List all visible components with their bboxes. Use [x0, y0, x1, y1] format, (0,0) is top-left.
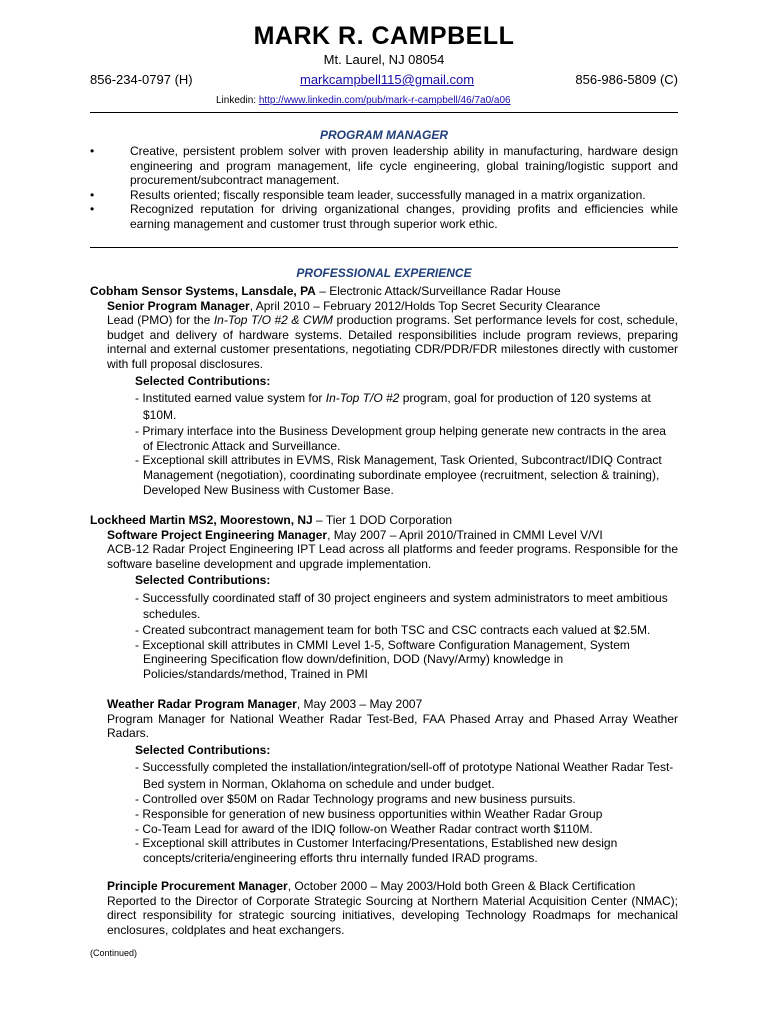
summary-bullet	[90, 144, 678, 188]
lockheed-role3-desc: , October 2000 – May 2003/Hold both Green & Black Certification	[287, 879, 636, 893]
summary-title: PROGRAM MANAGER	[320, 128, 448, 142]
summary-bullet-text: Results oriented; fiscally responsible team leader, successfully managed in a matrix organization.	[130, 187, 646, 202]
lockheed-role2-contrib-label: Selected Contributions:	[135, 742, 271, 757]
experience-title: PROFESSIONAL EXPERIENCE	[296, 266, 472, 280]
lockheed-company-line	[90, 513, 678, 528]
bullet-dot: •	[90, 202, 95, 217]
contrib-program: In-Top T/O #2	[325, 391, 400, 406]
cobham-company: Cobham Sensor Systems, Lansdale, PA	[90, 284, 316, 298]
contrib-item: - Exceptional skill attributes in CMMI Level 1-5, Software Configuration Management, System Engineering Specification flow down/definition, DOD (Navy/Army) knowledge in Policies/standards/method, Trained in PMI	[135, 637, 630, 681]
lockheed-company: Lockheed Martin MS2, Moorestown, NJ	[90, 513, 313, 527]
address: Mt. Laurel, NJ 08054	[323, 52, 445, 67]
contrib-item: - Responsible for generation of new business opportunities within Weather Radar Group	[135, 806, 603, 821]
contrib-item: - Successfully coordinated staff of 30 project engineers and system administrators to meet ambitious schedules.	[135, 590, 668, 622]
summary-bullet-text: Creative, persistent problem solver with proven leadership ability in manufacturing, hardware design engineering and program management, life cycle engineering, global training/logistic support and procurement/subcontract management.	[130, 144, 678, 188]
linkedin-link[interactable]: http://www.linkedin.com/pub/mark-r-campbell/46/7a0/a06	[258, 95, 511, 106]
weather-radar-section	[90, 697, 678, 865]
lockheed-role2-desc: , May 2003 – May 2007	[296, 697, 423, 711]
lockheed-role1-contrib-label: Selected Contributions:	[135, 573, 271, 588]
cobham-role-desc: , April 2010 – February 2012/Holds Top Secret Security Clearance	[249, 298, 601, 313]
summary-bullet	[90, 202, 678, 231]
contrib-item: - Primary interface into the Business Development group helping generate new contracts in the area of Electronic Attack and Surveillance.	[135, 424, 666, 453]
contrib-item: - Controlled over $50M on Radar Technology programs and new business pursuits.	[135, 792, 576, 807]
lockheed-role3-description: Reported to the Director of Corporate Strategic Sourcing at Northern Material Acquisition Center (NMAC); direct responsibility for strategic sourcing initiatives, developing Technology Roadmaps for mechanical enclosures, coldplates and heat exchangers.	[107, 893, 678, 937]
contrib-item	[135, 390, 678, 423]
lockheed-role1-line	[90, 528, 678, 543]
cobham-contrib-list	[90, 390, 678, 497]
email-link[interactable]: markcampbell115@gmail.com	[300, 72, 475, 87]
cell-phone: 856-986-5809 (C)	[575, 72, 678, 87]
header-divider	[90, 112, 678, 113]
contrib-item: - Successfully completed the installation/integration/sell-off of prototype National Weather Radar Test-Bed system in Norman, Oklahoma on schedule and under budget.	[135, 760, 674, 791]
cobham-contrib-label: Selected Contributions:	[135, 373, 271, 388]
lockheed-role2: Weather Radar Program Manager	[107, 697, 297, 711]
cobham-description	[90, 313, 678, 371]
bullet-dot: •	[90, 187, 95, 202]
candidate-name: MARK R. CAMPBELL	[253, 22, 515, 50]
cobham-desc-text: Lead (PMO) for the	[107, 313, 214, 328]
lockheed-role2-line	[90, 697, 678, 712]
contrib-item: - Exceptional skill attributes in Customer Interfacing/Presentations, Established new design concepts/criteria/engineering efforts thru internally funded IRAD programs.	[135, 836, 618, 865]
lockheed-role2-contrib-list	[90, 759, 678, 865]
bullet-dot: •	[90, 144, 95, 158]
summary-bullet-text: Recognized reputation for driving organizational changes, providing profits and efficiencies while earning management and customer trust through superior work ethic.	[130, 202, 678, 231]
lockheed-section	[90, 513, 678, 681]
lockheed-company-desc: – Tier 1 DOD Corporation	[312, 513, 453, 527]
summary-bullet	[90, 188, 678, 203]
lockheed-role1-description: ACB-12 Radar Project Engineering IPT Lead across all platforms and feeder programs. Responsible for the software baseline development and upgrade implementation.	[107, 542, 678, 571]
lockheed-role3: Principle Procurement Manager	[107, 879, 288, 893]
linkedin-line	[216, 95, 511, 106]
cobham-role-line	[90, 299, 678, 314]
lockheed-role1-contrib-list	[90, 590, 678, 681]
lockheed-role1: Software Project Engineering Manager	[107, 527, 328, 542]
contrib-text-rest: program, goal for production of 120 systems at $10M.	[143, 391, 651, 422]
contrib-item: - Co-Team Lead for award of the IDIQ follow-on Weather Radar contract worth $110M.	[135, 821, 593, 836]
cobham-desc-text-rest: production programs. Set performance levels for cost, schedule, budget and delivery of hardware systems. Detailed responsibilities include program reviews, preparing internal and external customer presentations, negotiating CDR/PDR/FDR milestones directly with customer with full proposal disclosures.	[107, 313, 678, 371]
lockheed-role3-line	[90, 879, 678, 894]
home-phone: 856-234-0797 (H)	[90, 72, 193, 87]
contrib-item: - Exceptional skill attributes in EVMS, Risk Management, Task Oriented, Subcontract/IDIQ Contract Management (negotiation), coordinating subordinate employee (recruitment, selection & training), Developed New Business with Customer Base.	[135, 453, 662, 497]
contact-line	[90, 72, 678, 88]
contrib-item: - Created subcontract management team for both TSC and CSC contracts each valued at $2.5M.	[135, 622, 651, 637]
summary-bullets	[90, 144, 678, 232]
contrib-text: - Instituted earned value system for	[135, 391, 326, 406]
procurement-section	[90, 879, 678, 937]
cobham-company-desc: – Electronic Attack/Surveillance Radar House	[315, 284, 561, 298]
cobham-section	[90, 284, 678, 497]
summary-divider	[90, 247, 678, 248]
continued-note: (Continued)	[90, 948, 138, 958]
lockheed-role1-desc: , May 2007 – April 2010/Trained in CMMI Level V/VI	[327, 527, 603, 542]
cobham-desc-program: In-Top T/O #2 & CWM	[213, 313, 333, 328]
linkedin-label: Linkedin:	[216, 95, 257, 106]
cobham-role: Senior Program Manager	[107, 298, 250, 313]
cobham-company-line	[90, 284, 678, 299]
lockheed-role2-description: Program Manager for National Weather Radar Test-Bed, FAA Phased Array and Phased Array Weather Radars.	[107, 711, 678, 741]
